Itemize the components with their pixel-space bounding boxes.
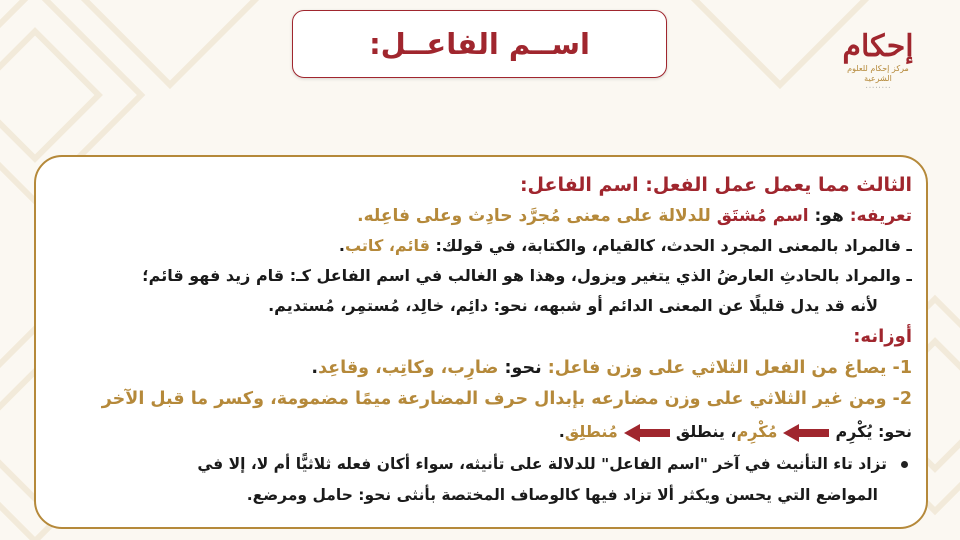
weights-heading: أوزانه:: [853, 326, 912, 347]
point1-example-2: كاتب: [344, 236, 384, 255]
section-heading: الثالث مما يعمل عمل الفعل: اسم الفاعل:: [519, 174, 912, 196]
definition-rest: للدلالة على معنى مُجرَّد حادِث وعلى فاعِله.: [357, 206, 717, 226]
definition-line: [62, 201, 912, 231]
definition-lead: هو:: [808, 206, 850, 226]
title-box: [292, 10, 667, 78]
weights-item-2: 2- ومن غير الثلاثي على وزن مضارعه بإبدال حرف المضارعة ميمًا مضمومة، وكسر ما قبل الآخر: [101, 389, 912, 409]
point-line-2-continuation: لأنه قد يدل قليلًا عن المعنى الدائم أو شبهه، نحو: دائِم، خالِد، مُستمِر، مُستديم.: [268, 296, 878, 315]
example-word-4: مُنطلِق: [564, 422, 618, 441]
example-nahw: نحو:: [872, 422, 912, 441]
point1-text: فالمراد بالمعنى المجرد الحدث، كالقيام، والكتابة، في قولك:: [429, 236, 901, 255]
content-text: [62, 169, 912, 511]
weights-item-1-number: 1-: [886, 358, 912, 378]
bullet-icon: [901, 461, 908, 468]
logo-small-text: ٠٠٠٠٠٠٠٠: [865, 84, 891, 91]
point1-separator: ،: [383, 236, 395, 255]
point-line-2: ـ والمراد بالحادثِ العارضُ الذي يتغير ويزول، وهذا هو الغالب في اسم الفاعل كـ: قام زيد فهو قائم؛: [142, 266, 912, 285]
example-word-2: مُكْرِم: [736, 422, 778, 441]
example-end: .: [558, 422, 565, 441]
content-box: [34, 155, 928, 529]
arrow-left-icon: [624, 424, 670, 442]
example-separator: ،: [724, 422, 737, 441]
weights-item-1: [62, 353, 912, 384]
weights-item-1-rule: يصاغ من الفعل الثلاثي على وزن فاعل:: [547, 358, 887, 378]
example-word-1: يُكْرِم: [835, 422, 873, 441]
brand-logo: [838, 30, 918, 96]
note-line-1-text: تزاد تاء التأنيث في آخر "اسم الفاعل" للدلالة على تأنيثه، سواء أكان فعله ثلاثيًّا أم لا، إلا في: [197, 455, 887, 473]
example-word-3: ينطلق: [675, 422, 725, 441]
arrow-left-icon: [783, 424, 829, 442]
point1-example-1: قائم: [394, 236, 430, 255]
logo-name: إحكام: [842, 29, 914, 64]
logo-subtitle: مركز إحكام للعلوم الشرعية: [847, 64, 909, 83]
point-line-1: [62, 231, 912, 261]
note-line-2: المواضع التي يحسن ويكثر ألا تزاد فيها كالوصاف المختصة بأنثى نحو: حامل ومرضع.: [246, 486, 878, 504]
weights-item-1-examples: ضارِب، وكاتِب، وقاعِد: [318, 358, 499, 378]
note-line-1: [62, 449, 912, 480]
page-title: اســم الفاعــل:: [369, 27, 590, 61]
example-row: [62, 415, 912, 449]
weights-item-1-nahw: نحو:: [498, 358, 548, 378]
definition-term: اسم مُشتَق: [716, 206, 809, 226]
point1-end: .: [338, 236, 345, 255]
definition-label: تعريفه:: [849, 206, 912, 226]
point1-prefix: ـ: [900, 236, 912, 255]
weights-item-1-end: .: [311, 358, 319, 378]
